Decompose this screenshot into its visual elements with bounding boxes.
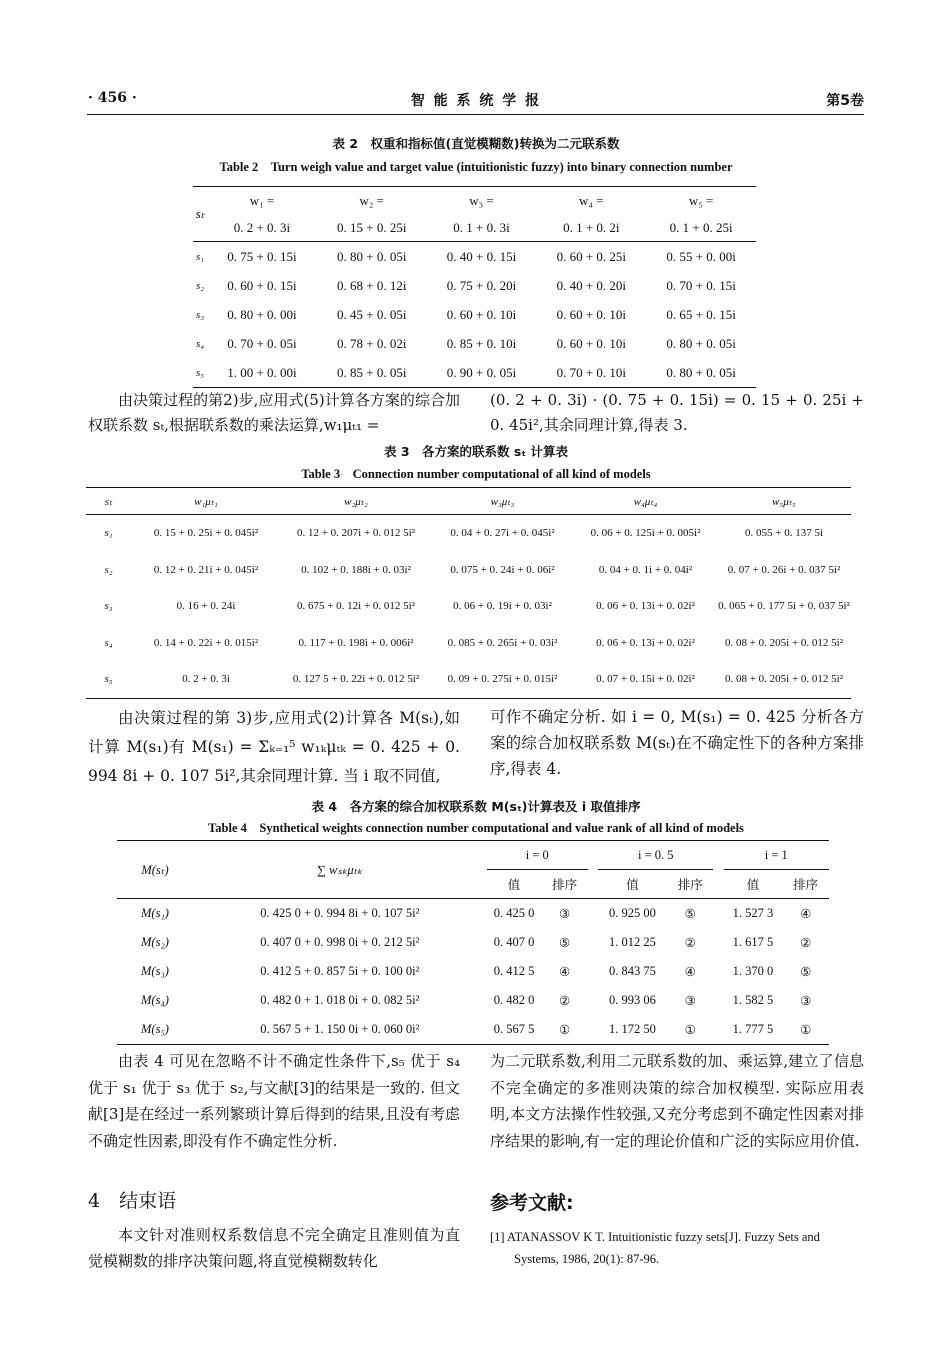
table-row	[193, 358, 756, 388]
table-cell: 0. 407 0 + 0. 998 0i + 0. 212 5i²	[260, 935, 420, 949]
table-cell: 0. 12 + 0. 207i + 0. 012 5i²	[296, 527, 416, 540]
row-label: M(s₂)	[141, 935, 169, 949]
table-cell: 0. 80 + 0. 05i	[666, 335, 736, 351]
paragraph-2-right: 可作不确定分析. 如 i = 0, M(s₁) = 0. 425 分析各方案的综合加权联系数 M(sₜ)在不确定性下的各种方案排序,得表 4.	[490, 708, 864, 778]
value-cell: 0. 425 0	[493, 906, 535, 920]
rank-cell: ②	[559, 993, 571, 1008]
table2-caption-en: Table 2 Turn weigh value and target value (intuitionistic fuzzy) into binary connection number	[219, 160, 733, 174]
table2-weight-name: w₂ =	[317, 187, 427, 215]
row-label: M(s₁)	[141, 906, 169, 920]
table4-sub-value: 值	[724, 870, 783, 899]
table-cell: 0. 16 + 0. 24i	[176, 600, 236, 613]
table-cell: 0. 06 + 0. 13i + 0. 02i²	[596, 600, 695, 613]
table-cell: 0. 70 + 0. 10i	[536, 358, 646, 388]
value-cell: 1. 617 5	[732, 935, 774, 949]
value-cell: 1. 582 5	[732, 993, 774, 1007]
value-cell: 1. 777 5	[724, 1015, 783, 1045]
table-cell: 0. 60 + 0. 15i	[227, 277, 297, 293]
table-cell: 0. 07 + 0. 15i + 0. 02i²	[574, 661, 717, 698]
table2-weight-name: w₅ =	[646, 187, 756, 215]
table-row	[193, 329, 756, 358]
row-label: s₃	[195, 308, 205, 321]
table4-sub-rank: 排序	[541, 870, 588, 899]
table3-header: sₜ	[86, 488, 131, 515]
table4-sub-rank: 排序	[667, 870, 714, 899]
table4-group-i1: i = 1	[724, 841, 829, 870]
table4-group-i05: i = 0. 5	[598, 841, 713, 870]
table-cell: 0. 075 + 0. 24i + 0. 06i²	[450, 563, 555, 576]
table-cell: 0. 07 + 0. 26i + 0. 037 5i²	[727, 563, 841, 576]
paragraph-3: 由表 4 可见在忽略不计不确定性条件下,s₅ 优于 s₄ 优于 s₁ 优于 s₃ 优于 s₂,与文献[3]的结果是一致的. 但文献[3]是在经过一系列繁琐计算后得到的结果,且没有考虑不确定性因素,即没有作不确定性分析.	[88, 1052, 460, 1150]
table4-col-sum: ∑ wₛₖμₜₖ	[193, 841, 487, 899]
table-cell: 0. 80 + 0. 05i	[337, 248, 407, 264]
table-cell: 0. 78 + 0. 02i	[337, 335, 407, 351]
paragraph-2-left: 由决策过程的第 3)步,应用式(2)计算各 M(sₜ),如计算 M(s₁)有 M(s₁) = Σₖ₌₁⁵ w₁ₖμₜₖ = 0. 425 + 0. 994 8i + 0. 107 5i²,其余同理计算. 当 i 取不同值,	[88, 709, 460, 785]
table3-header: w₅μₜ₅	[717, 488, 851, 515]
row-label: M(s₃)	[141, 964, 169, 978]
rank-cell: ⑤	[684, 906, 696, 921]
table-cell: 0. 60 + 0. 10i	[556, 306, 627, 322]
table2-weight-name: w₄ =	[536, 187, 646, 215]
table-cell: 0. 412 5 + 0. 857 5i + 0. 100 0i²	[260, 964, 420, 978]
table3-header: w₃μₜ₃	[431, 488, 574, 515]
table-cell: 0. 06 + 0. 125i + 0. 005i²	[590, 527, 701, 540]
value-cell: 0. 407 0	[493, 935, 535, 949]
table2-caption-zh: 表 2 权重和指标值(直觉模糊数)转换为二元联系数	[332, 136, 620, 151]
rank-cell: ⑤	[800, 964, 812, 979]
table2-weight-value: 0. 15 + 0. 25i	[317, 214, 427, 242]
table2-weight-value: 0. 1 + 0. 2i	[536, 214, 646, 242]
row-label: s₄	[104, 636, 113, 649]
rank-cell: ②	[800, 935, 812, 950]
paragraph-4: 为二元联系数,利用二元联系数的加、乘运算,建立了信息不完全确定的多准则决策的综合加权模型. 实际应用表明,本文方法操作性较强,又充分考虑到不确定性因素对排序结果的影响,有一定的理论价值和广泛的实际应用价值.	[490, 1052, 864, 1150]
table4	[117, 840, 829, 1045]
table-cell: 0. 08 + 0. 205i + 0. 012 5i²	[724, 636, 844, 649]
table-cell: 0. 2 + 0. 3i	[131, 661, 281, 698]
table-cell: 0. 065 + 0. 177 5i + 0. 037 5i²	[718, 600, 850, 613]
table3	[86, 487, 851, 699]
table-cell: 0. 04 + 0. 27i + 0. 045i²	[450, 527, 555, 540]
table-cell: 0. 04 + 0. 1i + 0. 04i²	[598, 563, 693, 576]
rank-cell: ③	[559, 906, 571, 921]
table2-weight-name: w₃ =	[427, 187, 537, 215]
rank-cell: ③	[684, 993, 696, 1008]
table-cell: 0. 68 + 0. 12i	[337, 277, 407, 293]
row-label: s₁	[104, 527, 113, 540]
table-row	[193, 242, 756, 272]
row-label: s₅	[86, 661, 131, 698]
table4-caption-zh: 表 4 各方案的综合加权联系数 M(sₜ)计算表及 i 取值排序	[311, 799, 641, 814]
value-cell: 1. 012 25	[609, 935, 656, 949]
row-label: s₄	[195, 337, 205, 350]
table-cell: 0. 102 + 0. 188i + 0. 03i²	[301, 563, 411, 576]
table-cell: 0. 75 + 0. 15i	[227, 248, 297, 264]
table-cell: 0. 09 + 0. 275i + 0. 015i²	[431, 661, 574, 698]
rank-cell: ①	[667, 1015, 714, 1045]
row-label: s₅	[193, 358, 207, 388]
table-cell: 0. 80 + 0. 00i	[227, 306, 297, 322]
table-row	[86, 588, 851, 625]
table-cell: 0. 12 + 0. 21i + 0. 045i²	[153, 563, 259, 576]
value-cell: 0. 925 00	[609, 906, 656, 920]
table4-group-i0: i = 0	[487, 841, 588, 870]
table-cell: 0. 85 + 0. 10i	[446, 335, 517, 351]
row-label: M(s₄)	[141, 993, 169, 1007]
table-row	[117, 957, 829, 986]
table-cell: 0. 482 0 + 1. 018 0i + 0. 082 5i²	[260, 993, 420, 1007]
section-heading: 4 结束语	[88, 1190, 177, 1212]
value-cell: 1. 527 3	[732, 906, 774, 920]
value-cell: 0. 993 06	[609, 993, 656, 1007]
table-row	[193, 300, 756, 329]
table-cell: 0. 75 + 0. 20i	[446, 277, 517, 293]
rank-cell: ①	[782, 1015, 829, 1045]
table-cell: 0. 65 + 0. 15i	[666, 306, 736, 322]
value-cell: 0. 412 5	[493, 964, 535, 978]
table-row	[117, 1015, 829, 1045]
table-cell: 0. 425 0 + 0. 994 8i + 0. 107 5i²	[260, 906, 420, 920]
table2-weight-name: w₁ =	[207, 187, 317, 215]
table3-caption-zh: 表 3 各方案的联系数 sₜ 计算表	[383, 444, 569, 459]
table4-sub-value: 值	[598, 870, 667, 899]
table-cell: 0. 70 + 0. 05i	[227, 335, 297, 351]
table-cell: 0. 40 + 0. 15i	[446, 248, 517, 264]
page-number: · 456 ·	[88, 90, 137, 106]
table-row	[86, 515, 851, 552]
table4-caption-en: Table 4 Synthetical weights connection number computational and value rank of all kind of models	[208, 821, 744, 835]
table-row	[117, 899, 829, 929]
paragraph-1-left: 由决策过程的第2)步,应用式(5)计算各方案的综合加权联系数 sₜ,根据联系数的乘法运算,w₁μₜ₁ =	[88, 391, 460, 434]
table2-row-header: sₜ	[193, 187, 207, 242]
rank-cell: ④	[800, 906, 812, 921]
volume-label: 第5卷	[826, 93, 864, 109]
rank-cell: ②	[684, 935, 696, 950]
table4-sub-value: 值	[487, 870, 542, 899]
table-cell: 0. 08 + 0. 205i + 0. 012 5i²	[717, 661, 851, 698]
row-label: s₂	[195, 279, 205, 292]
table2-weight-value: 0. 1 + 0. 3i	[427, 214, 537, 242]
table3-header: w₁μₜ₁	[131, 488, 281, 515]
rank-cell: ⑤	[559, 935, 571, 950]
row-label: M(s₅)	[117, 1015, 193, 1045]
row-label: s₃	[104, 600, 113, 613]
row-label: s₂	[104, 563, 113, 576]
header-rule	[87, 114, 864, 115]
table-row	[117, 928, 829, 957]
table3-caption-en: Table 3 Connection number computational of all kind of models	[301, 467, 651, 481]
journal-title: 智 能 系 统 学 报	[410, 93, 542, 109]
paragraph-1-right: (0. 2 + 0. 3i) · (0. 75 + 0. 15i) = 0. 15 + 0. 25i + 0. 45i²,其余同理计算,得表 3.	[490, 391, 864, 434]
table-cell: 0. 40 + 0. 20i	[556, 277, 627, 293]
table4-sub-rank: 排序	[782, 870, 829, 899]
table-cell: 0. 60 + 0. 10i	[556, 335, 627, 351]
table-cell: 0. 06 + 0. 19i + 0. 03i²	[453, 600, 552, 613]
table-cell: 1. 00 + 0. 00i	[207, 358, 317, 388]
table-cell: 0. 055 + 0. 137 5i	[744, 527, 823, 540]
table-cell: 0. 70 + 0. 15i	[666, 277, 736, 293]
table3-header: w₄μₜ₄	[574, 488, 717, 515]
reference-item: [1] ATANASSOV K T. Intuitionistic fuzzy sets[J]. Fuzzy Sets and Systems, 1986, 20(1): 87-96.	[490, 1230, 820, 1266]
rank-cell: ①	[541, 1015, 588, 1045]
table2-weight-value: 0. 1 + 0. 25i	[646, 214, 756, 242]
table-cell: 0. 60 + 0. 25i	[556, 248, 627, 264]
rank-cell: ④	[684, 964, 696, 979]
rank-cell: ③	[800, 993, 812, 1008]
table-cell: 0. 117 + 0. 198i + 0. 006i²	[298, 636, 414, 649]
table-cell: 0. 60 + 0. 10i	[446, 306, 517, 322]
table-cell: 0. 085 + 0. 265i + 0. 03i²	[447, 636, 558, 649]
table-row	[86, 625, 851, 662]
table-cell: 0. 55 + 0. 00i	[666, 248, 736, 264]
table-cell: 0. 45 + 0. 05i	[337, 306, 407, 322]
table-row	[193, 271, 756, 300]
value-cell: 0. 482 0	[493, 993, 535, 1007]
value-cell: 0. 567 5	[487, 1015, 542, 1045]
table-cell: 0. 06 + 0. 13i + 0. 02i²	[596, 636, 695, 649]
value-cell: 1. 370 0	[732, 964, 774, 978]
table-cell: 0. 85 + 0. 05i	[317, 358, 427, 388]
table-row	[86, 552, 851, 589]
table-cell: 0. 90 + 0. 05i	[427, 358, 537, 388]
value-cell: 0. 843 75	[609, 964, 656, 978]
table-row	[86, 661, 851, 698]
table-cell: 0. 80 + 0. 05i	[646, 358, 756, 388]
table2	[193, 186, 756, 388]
references-heading: 参考文献:	[490, 1192, 574, 1214]
table-cell: 0. 567 5 + 1. 150 0i + 0. 060 0i²	[193, 1015, 487, 1045]
section-4-paragraph: 本文针对准则权系数信息不完全确定且准则值为直觉模糊数的排序决策问题,将直觉模糊数转化	[88, 1226, 460, 1270]
rank-cell: ④	[559, 964, 571, 979]
table4-col-m: M(sₜ)	[117, 841, 193, 899]
table-cell: 0. 14 + 0. 22i + 0. 015i²	[153, 636, 259, 649]
table-cell: 0. 127 5 + 0. 22i + 0. 012 5i²	[281, 661, 431, 698]
table-cell: 0. 15 + 0. 25i + 0. 045i²	[153, 527, 259, 540]
table-cell: 0. 675 + 0. 12i + 0. 012 5i²	[296, 600, 416, 613]
table3-header: w₂μₜ₂	[281, 488, 431, 515]
row-label: s₁	[195, 250, 205, 263]
table-row	[117, 986, 829, 1015]
value-cell: 1. 172 50	[598, 1015, 667, 1045]
table2-weight-value: 0. 2 + 0. 3i	[207, 214, 317, 242]
